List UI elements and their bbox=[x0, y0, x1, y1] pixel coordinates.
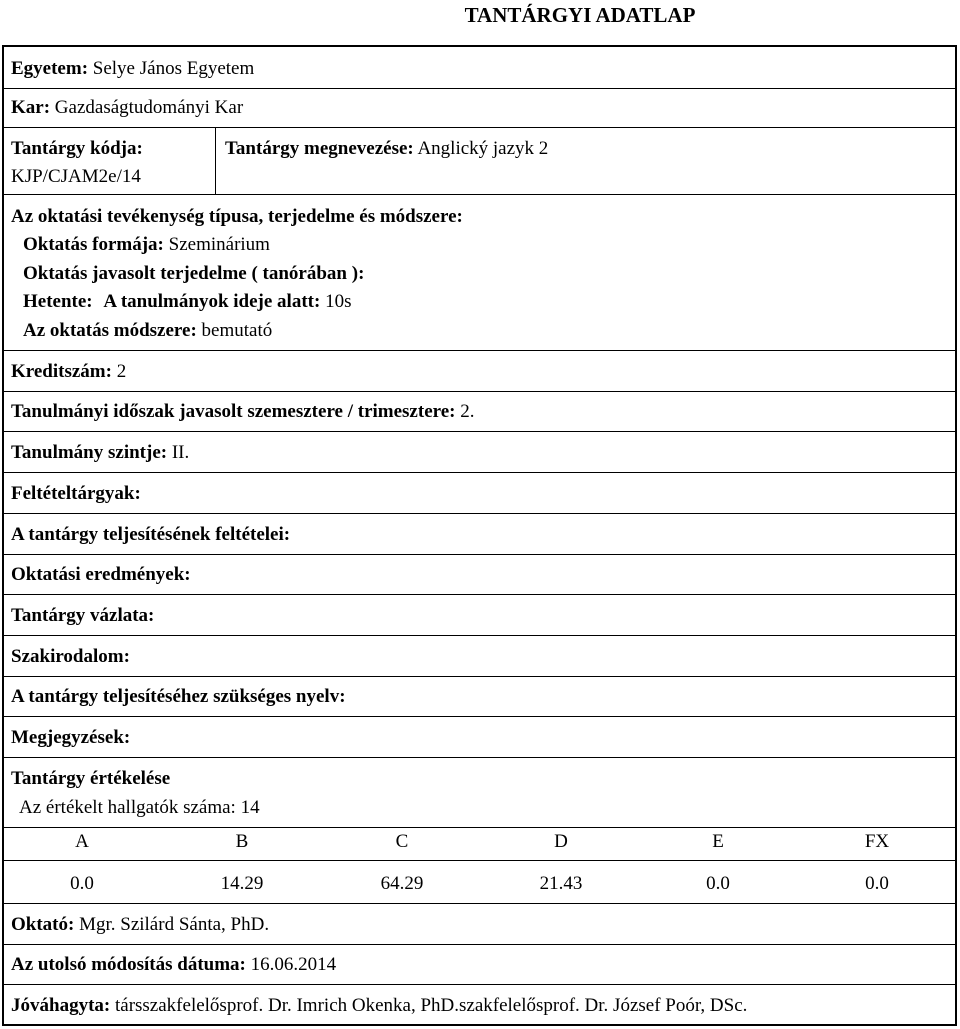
faculty-row bbox=[11, 96, 243, 120]
level-label: Tanulmány szintje: bbox=[11, 442, 168, 463]
divider bbox=[4, 472, 955, 473]
level-row bbox=[11, 441, 189, 465]
semester-value: 2. bbox=[460, 401, 475, 422]
activity-method-label: Az oktatás módszere: bbox=[23, 320, 197, 341]
course-name-value: Anglický jazyk 2 bbox=[417, 138, 549, 159]
grade-percentage: 21.43 bbox=[539, 873, 583, 894]
faculty-label: Kar: bbox=[11, 97, 51, 118]
activity-period-value: 10s bbox=[325, 291, 352, 312]
divider bbox=[4, 431, 955, 432]
divider bbox=[4, 513, 955, 514]
activity-form-label: Oktatás formája: bbox=[23, 234, 164, 255]
divider bbox=[4, 194, 955, 195]
level-value: II. bbox=[171, 442, 190, 463]
last-modified-row bbox=[11, 953, 336, 977]
divider bbox=[4, 944, 955, 945]
lecturer-value: Mgr. Szilárd Sánta, PhD. bbox=[79, 914, 270, 935]
grade-label: E bbox=[712, 831, 724, 852]
approved-row bbox=[11, 994, 747, 1018]
activity-scope-label: Oktatás javasolt terjedelme ( tanórában ): bbox=[23, 263, 365, 284]
university-label: Egyetem: bbox=[11, 58, 89, 79]
last-modified-label: Az utolsó módosítás dátuma: bbox=[11, 954, 246, 975]
evaluated-students-row bbox=[19, 796, 260, 820]
activity-weekly-label: Hetente: bbox=[23, 291, 93, 312]
last-modified-value: 16.06.2014 bbox=[250, 954, 337, 975]
credits-value: 2 bbox=[116, 361, 127, 382]
activity-form-value: Szeminárium bbox=[168, 234, 270, 255]
activity-heading: Az oktatási tevékenység típusa, terjedelme és módszere: bbox=[11, 206, 463, 227]
activity-method-row bbox=[23, 319, 272, 343]
grade-label: FX bbox=[864, 831, 890, 852]
divider bbox=[4, 984, 955, 985]
grade-label: D bbox=[554, 831, 568, 852]
learning-outcomes-label: Oktatási eredmények: bbox=[11, 564, 191, 585]
grade-percentage: 0.0 bbox=[706, 873, 730, 894]
semester-label: Tanulmányi időszak javasolt szemesztere / trimesztere: bbox=[11, 401, 456, 422]
faculty-value: Gazdaságtudományi Kar bbox=[54, 97, 244, 118]
grade-percentage: 0.0 bbox=[865, 873, 889, 894]
credits-label: Kreditszám: bbox=[11, 361, 112, 382]
page-title: TANTÁRGYI ADATLAP bbox=[464, 3, 696, 27]
divider bbox=[4, 127, 955, 128]
divider bbox=[215, 127, 216, 194]
divider bbox=[4, 88, 955, 89]
university-row bbox=[11, 57, 254, 81]
course-name-label: Tantárgy megnevezése: bbox=[225, 138, 414, 159]
evaluated-students-value: 14 bbox=[240, 797, 260, 818]
divider bbox=[4, 635, 955, 636]
credits-row bbox=[11, 360, 126, 384]
evaluated-students-label: Az értékelt hallgatók száma: bbox=[19, 797, 236, 818]
activity-period-label: A tanulmányok ideje alatt: bbox=[103, 291, 321, 312]
course-datasheet bbox=[2, 45, 957, 1026]
course-code-label: Tantárgy kódja: bbox=[11, 138, 143, 159]
university-value: Selye János Egyetem bbox=[92, 58, 255, 79]
divider bbox=[4, 350, 955, 351]
course-name-row bbox=[225, 137, 548, 161]
completion-conditions-label: A tantárgy teljesítésének feltételei: bbox=[11, 524, 291, 545]
course-outline-label: Tantárgy vázlata: bbox=[11, 605, 155, 626]
divider bbox=[4, 827, 955, 828]
lecturer-row bbox=[11, 913, 269, 937]
lecturer-label: Oktató: bbox=[11, 914, 75, 935]
divider bbox=[4, 757, 955, 758]
course-code-value: KJP/CJAM2e/14 bbox=[11, 166, 141, 187]
grade-percentage: 64.29 bbox=[380, 873, 424, 894]
divider bbox=[4, 391, 955, 392]
activity-weekly-row bbox=[23, 290, 351, 314]
grade-label: A bbox=[75, 831, 89, 852]
divider bbox=[4, 716, 955, 717]
divider bbox=[4, 554, 955, 555]
approved-value: társszakfelelősprof. Dr. Imrich Okenka, PhD.szakfelelősprof. Dr. József Poór, DSc. bbox=[114, 995, 748, 1016]
prerequisites-label: Feltételtárgyak: bbox=[11, 483, 141, 504]
notes-label: Megjegyzések: bbox=[11, 727, 131, 748]
divider bbox=[4, 903, 955, 904]
grade-label: B bbox=[235, 831, 249, 852]
divider bbox=[4, 676, 955, 677]
divider bbox=[4, 860, 955, 861]
approved-label: Jóváhagyta: bbox=[11, 995, 111, 1016]
activity-form-row bbox=[23, 233, 270, 257]
activity-method-value: bemutató bbox=[201, 320, 273, 341]
grade-percentage: 14.29 bbox=[220, 873, 264, 894]
grade-percentage: 0.0 bbox=[70, 873, 94, 894]
evaluation-heading: Tantárgy értékelése bbox=[11, 768, 171, 789]
grade-label: C bbox=[395, 831, 409, 852]
divider bbox=[4, 594, 955, 595]
literature-label: Szakirodalom: bbox=[11, 646, 130, 667]
semester-row bbox=[11, 400, 474, 424]
language-label: A tantárgy teljesítéséhez szükséges nyelv: bbox=[11, 686, 346, 707]
